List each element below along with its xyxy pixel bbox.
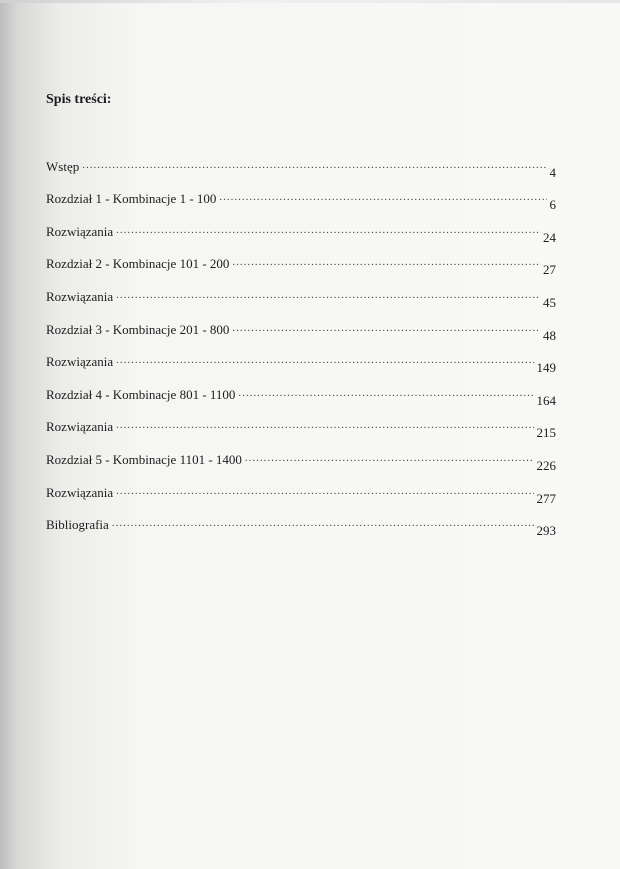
table-of-contents xyxy=(46,142,556,539)
toc-entry[interactable] xyxy=(46,175,556,213)
toc-entry[interactable] xyxy=(46,435,556,473)
toc-leader-dots xyxy=(238,385,533,401)
toc-entry-page: 277 xyxy=(536,490,556,506)
toc-leader-dots xyxy=(232,320,540,336)
toc-entry-page: 226 xyxy=(536,457,556,473)
toc-entry[interactable] xyxy=(46,305,556,343)
toc-entry-page: 164 xyxy=(536,392,556,408)
toc-entry-label: Rozwiązania xyxy=(46,419,114,435)
toc-leader-dots xyxy=(82,157,546,173)
toc-entry[interactable] xyxy=(46,142,556,180)
toc-leader-dots xyxy=(116,417,533,433)
toc-entry-label: Rozwiązania xyxy=(46,288,114,304)
toc-entry-label: Rozdział 2 - Kombinacje 101 - 200 xyxy=(46,256,230,272)
toc-heading: Spis treści: xyxy=(46,92,112,107)
toc-entry[interactable] xyxy=(46,468,556,506)
toc-entry[interactable] xyxy=(46,207,556,245)
toc-entry[interactable] xyxy=(46,338,556,376)
toc-entry-page: 24 xyxy=(543,229,556,245)
toc-leader-dots xyxy=(112,515,534,531)
toc-entry[interactable] xyxy=(46,501,556,539)
toc-entry[interactable] xyxy=(46,240,556,278)
toc-entry[interactable] xyxy=(46,403,556,441)
toc-entry-page: 45 xyxy=(543,294,556,310)
toc-entry-label: Rozwiązania xyxy=(46,223,114,239)
toc-entry-label: Rozdział 3 - Kombinacje 201 - 800 xyxy=(46,321,230,337)
toc-entry-label: Rozdział 4 - Kombinacje 801 - 1100 xyxy=(46,386,236,402)
toc-entry-page: 6 xyxy=(549,197,556,213)
toc-entry-label: Wstęp xyxy=(46,158,80,174)
toc-entry-page: 4 xyxy=(549,164,556,180)
toc-leader-dots xyxy=(116,287,540,303)
toc-entry-page: 293 xyxy=(536,523,556,539)
toc-leader-dots xyxy=(219,189,546,205)
toc-entry-label: Rozwiązania xyxy=(46,354,114,370)
page-top-edge xyxy=(0,0,620,3)
toc-entry-page: 215 xyxy=(536,425,556,441)
toc-entry-label: Rozdział 5 - Kombinacje 1101 - 1400 xyxy=(46,451,242,467)
toc-leader-dots xyxy=(245,450,534,466)
toc-entry[interactable] xyxy=(46,370,556,408)
toc-leader-dots xyxy=(116,222,540,238)
toc-entry-page: 27 xyxy=(543,262,556,278)
toc-entry-page: 149 xyxy=(536,360,556,376)
toc-entry-label: Rozwiązania xyxy=(46,484,114,500)
toc-entry-page: 48 xyxy=(543,327,556,343)
toc-leader-dots xyxy=(116,483,533,499)
toc-entry[interactable] xyxy=(46,272,556,310)
toc-leader-dots xyxy=(116,352,533,368)
toc-entry-label: Rozdział 1 - Kombinacje 1 - 100 xyxy=(46,191,217,207)
toc-entry-label: Bibliografia xyxy=(46,517,109,533)
toc-leader-dots xyxy=(232,254,540,270)
